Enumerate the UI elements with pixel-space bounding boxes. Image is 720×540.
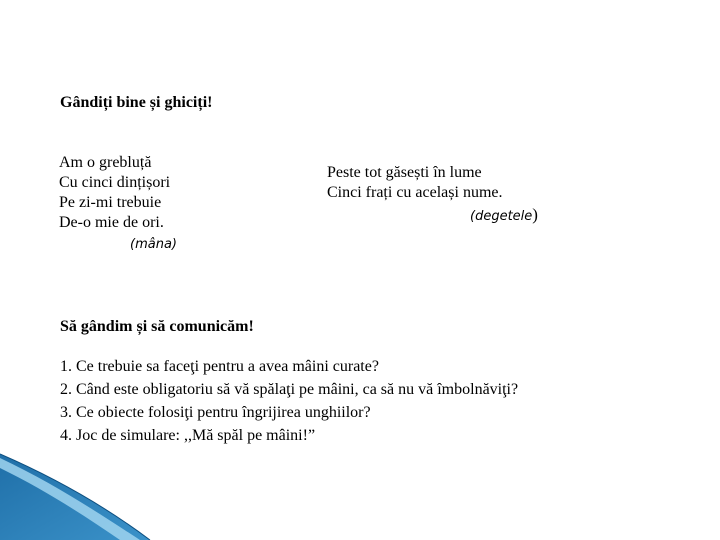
riddle-answer bbox=[470, 206, 538, 226]
riddle-line: Peste tot găsești în lume bbox=[327, 164, 482, 181]
riddle-line: De-o mie de ori. bbox=[59, 214, 164, 231]
riddle-answer-close: ) bbox=[532, 205, 538, 224]
question-item: 3. Ce obiecte folosiţi pentru îngrijirea unghiilor? bbox=[60, 404, 371, 421]
question-item: 2. Când este obligatoriu să vă spălaţi pe mâini, ca să nu vă îmbolnăviţi? bbox=[60, 381, 519, 398]
section-heading: Să gândim și să comunicăm! bbox=[60, 318, 254, 335]
riddle-line: Cu cinci dințișori bbox=[59, 174, 171, 191]
heading: Gândiți bine și ghiciți! bbox=[60, 94, 213, 111]
riddle-line: Pe zi-mi trebuie bbox=[59, 194, 162, 211]
riddle-answer-text: (degetele bbox=[470, 209, 533, 224]
question-item: 4. Joc de simulare: ,,Mă spăl pe mâini!” bbox=[60, 427, 316, 444]
decorative-swoosh bbox=[0, 440, 720, 540]
riddle-answer: (mâna) bbox=[130, 237, 177, 252]
riddle-line: Am o grebluță bbox=[59, 154, 152, 171]
swoosh-dark-band bbox=[0, 454, 150, 540]
riddle-line: Cinci frați cu același nume. bbox=[327, 184, 503, 201]
question-item: 1. Ce trebuie sa faceţi pentru a avea mâini curate? bbox=[60, 358, 379, 375]
